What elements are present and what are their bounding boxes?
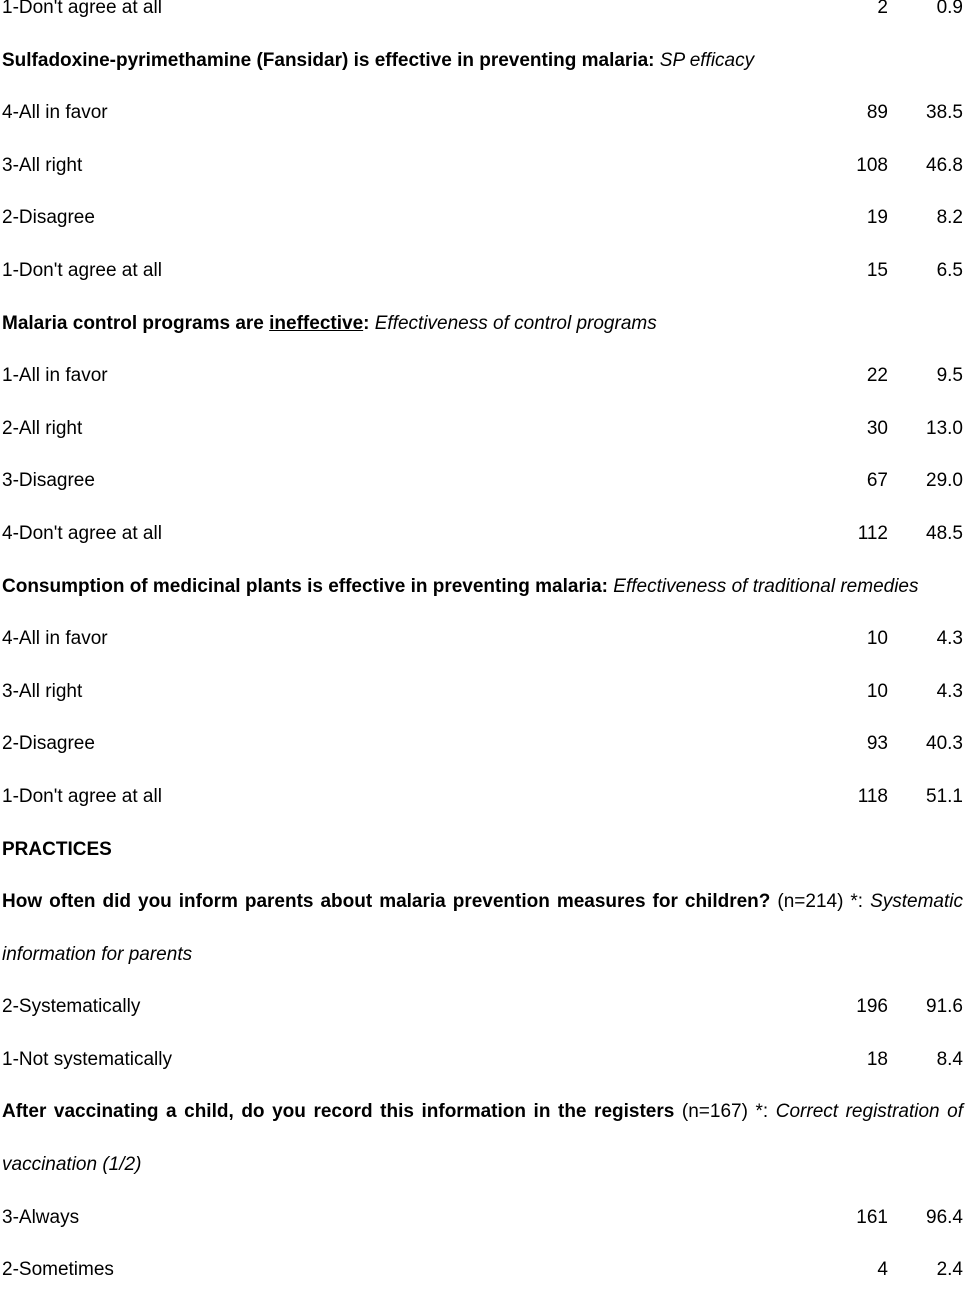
question-variable: Correct registration of [775, 1101, 964, 1123]
percent-value: 96.4 [926, 1206, 963, 1228]
percent-value: 13.0 [926, 417, 963, 439]
question-variable: Effectiveness of control programs [374, 312, 657, 334]
count-value: 18 [866, 1048, 888, 1070]
percent-value: 4.3 [936, 680, 963, 702]
table-row [0, 1192, 967, 1245]
count-value: 112 [857, 522, 888, 544]
count-value: 2 [877, 0, 888, 18]
count-value: 15 [866, 259, 888, 281]
percent-value: 29.0 [926, 470, 963, 492]
question-bold: Malaria control programs are [2, 312, 264, 334]
percent-value: 40.3 [926, 733, 963, 755]
question-row [0, 35, 967, 88]
table-row [0, 981, 967, 1034]
question-text [2, 561, 919, 614]
question-text [2, 35, 754, 88]
question-row [0, 298, 967, 351]
question-row [0, 1086, 967, 1139]
response-label: 4-Don't agree at all [2, 522, 162, 544]
percent-value: 8.4 [936, 1048, 963, 1070]
response-label: 1-Don't agree at all [2, 0, 162, 18]
question-bold: After vaccinating a child, do you record this information in the registers [2, 1101, 675, 1123]
response-label: 1-Not systematically [2, 1048, 172, 1070]
count-value: 10 [866, 680, 888, 702]
response-label: 3-Always [2, 1206, 80, 1228]
response-label: 2-Sometimes [2, 1259, 114, 1281]
percent-value: 8.2 [936, 207, 963, 229]
question-variable-continued: vaccination (1/2) [2, 1154, 142, 1176]
question-bold: Sulfadoxine-pyrimethamine (Fansidar) is effective in preventing malaria: [2, 49, 655, 71]
response-label: 2-Disagree [2, 733, 95, 755]
table-row [0, 0, 967, 35]
table-row [0, 613, 967, 666]
table-row [0, 666, 967, 719]
percent-value: 9.5 [936, 365, 963, 387]
question-sample-size: (n=214) *: [777, 891, 864, 913]
table-row [0, 1034, 967, 1087]
table-row [0, 350, 967, 403]
question-row [0, 561, 967, 614]
table-row [0, 192, 967, 245]
count-value: 108 [856, 154, 888, 176]
count-value: 19 [866, 207, 888, 229]
response-label: 3-Disagree [2, 470, 95, 492]
count-value: 93 [866, 733, 888, 755]
response-label: 2-Systematically [2, 996, 141, 1018]
table-row [0, 508, 967, 561]
response-label: 2-All right [2, 417, 83, 439]
percent-value: 2.4 [936, 1259, 963, 1281]
table-row [0, 455, 967, 508]
question-row [0, 876, 967, 929]
percent-value: 46.8 [926, 154, 963, 176]
question-bold: Consumption of medicinal plants is effective in preventing malaria: [2, 575, 609, 597]
response-label: 1-Don't agree at all [2, 259, 162, 281]
percent-value: 91.6 [926, 996, 963, 1018]
table-row [0, 718, 967, 771]
percent-value: 38.5 [926, 102, 963, 124]
response-label: 1-Don't agree at all [2, 785, 162, 807]
question-text [2, 298, 657, 351]
response-label: 2-Disagree [2, 207, 95, 229]
count-value: 10 [866, 628, 888, 650]
question-variable: Effectiveness of traditional remedies [613, 575, 919, 597]
percent-value: 48.5 [926, 522, 963, 544]
table-row [0, 140, 967, 193]
percent-value: 4.3 [936, 628, 963, 650]
question-row-continued [0, 929, 967, 982]
question-row-continued [0, 1139, 967, 1192]
question-variable-continued: information for parents [2, 943, 193, 965]
response-label: 4-All in favor [2, 102, 108, 124]
response-label: 4-All in favor [2, 628, 108, 650]
count-value: 89 [866, 102, 888, 124]
question-bold: How often did you inform parents about malaria prevention measures for children? [2, 891, 771, 913]
percent-value: 51.1 [926, 785, 963, 807]
table-row [0, 87, 967, 140]
question-bold-underlined: ineffective [269, 312, 364, 334]
response-label: 3-All right [2, 680, 83, 702]
table-row [0, 403, 967, 456]
section-heading: PRACTICES [2, 838, 112, 860]
count-value: 118 [857, 785, 888, 807]
response-label: 1-All in favor [2, 365, 108, 387]
count-value: 22 [866, 365, 888, 387]
count-value: 161 [856, 1206, 888, 1228]
question-variable: Systematic [870, 891, 963, 913]
question-colon: : [363, 312, 370, 334]
percent-value: 6.5 [936, 259, 963, 281]
question-variable: SP efficacy [659, 49, 755, 71]
table-row [0, 771, 967, 824]
table-row [0, 245, 967, 298]
question-text [2, 1086, 963, 1139]
count-value: 67 [866, 470, 888, 492]
count-value: 30 [866, 417, 888, 439]
section-heading-row [0, 824, 967, 877]
question-sample-size: (n=167) *: [681, 1101, 769, 1123]
response-label: 3-All right [2, 154, 83, 176]
count-value: 196 [856, 996, 888, 1018]
table-row [0, 1244, 967, 1297]
question-text [2, 876, 963, 929]
percent-value: 0.9 [936, 0, 963, 18]
count-value: 4 [877, 1259, 888, 1281]
